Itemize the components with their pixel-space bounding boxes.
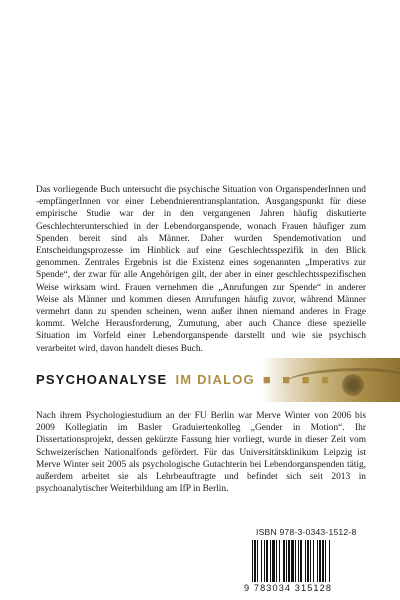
barcode-bar [276, 540, 277, 582]
barcode-bar [305, 540, 306, 582]
barcode-bar [261, 540, 262, 582]
barcode-bar [291, 540, 294, 582]
barcode-bar [319, 540, 321, 582]
barcode-bar [329, 540, 330, 582]
series-banner [0, 358, 400, 402]
barcode-bar [313, 540, 314, 582]
barcode-digits: 9 783034 315128 [244, 583, 333, 593]
barcode-bar [283, 540, 285, 582]
barcode-bar [279, 540, 280, 582]
barcode-bar [252, 540, 253, 582]
barcode [250, 540, 368, 582]
series-title [36, 372, 333, 387]
barcode-bar [298, 540, 299, 582]
series-dots: ■ ■ ■ ■ [262, 372, 334, 387]
barcode-bar [322, 540, 324, 582]
isbn-label: ISBN 978-3-0343-1512-8 [256, 527, 357, 537]
series-name-light: IM DIALOG [175, 372, 255, 387]
barcode-bar [266, 540, 268, 582]
barcode-bar [325, 540, 326, 582]
barcode-bar [254, 540, 256, 582]
barcode-bar [272, 540, 275, 582]
barcode-bar [264, 540, 265, 582]
barcode-bar [307, 540, 309, 582]
barcode-bar [317, 540, 318, 582]
series-name-strong: PSYCHOANALYSE [36, 372, 168, 387]
barcode-bar [310, 540, 311, 582]
barcode-bar [270, 540, 271, 582]
author-bio: Nach ihrem Psychologiestudium an der FU Berlin war Merve Winter von 2006 bis 2009 Kollegiatin im Basler Graduiertenkolleg „Gender in Motion“. Ihr Dissertationsprojekt, dessen gekürzte Fassung hier vorliegt, wurde in dieser Zeit vom Schweizerischen Nationalfonds gefördert. Für das Universitätsklinikum Leipzig ist Merve Winter seit 2005 als psychologische Gutachterin bei Lebendorganspenden tätig, außerdem arbeitet sie als Lehrbeauftragte und befindet sich seit 2013 in psychoanalytischer Weiterbildung am IfP in Berlin. [36, 411, 366, 495]
barcode-bar [286, 540, 287, 582]
eye-iris-shape [342, 374, 364, 396]
barcode-bar [300, 540, 302, 582]
barcode-bar [257, 540, 258, 582]
back-cover-blurb: Das vorliegende Buch untersucht die psychische Situation von OrganspenderInnen und -empfängerInnen vor einer Lebendnierentransplantation. Ausgangspunkt für diese empirische Studie war der in den vergangenen Jahren häufig diskutierte Geschlechterunterschied in der Lebendorganspende, wonach Frauen häufiger zum Spenden bereit sind als Männer. Daher wurden Spendemotivation und Entscheidungsprozesse im Hinblick auf eine Geschlechtsspezifik in den Blick genommen. Zentrales Ergebnis ist die Existenz eines sogenannten „Imperativs zur Spende“, der zwar für alle Angehörigen gilt, der aber in einer geschlechtsspezifischen Weise wirksam wird. Frauen vernehmen die „Anrufungen zur Spende“ in anderer Weise als Männer und kommen diesen Anrufungen häufig zuvor, während Männer vermehrt dann zu spenden scheinen, wenn außer ihnen niemand anderes in Frage kommt. Welche Herausforderung, Zumutung, aber auch Chance diese spezielle Situation im Vorfeld einer Lebendorganspende darstellt und wie sie psychisch verarbeitet wird, davon handelt dieses Buch. [36, 185, 366, 354]
barcode-bar [295, 540, 296, 582]
barcode-bar [288, 540, 290, 582]
